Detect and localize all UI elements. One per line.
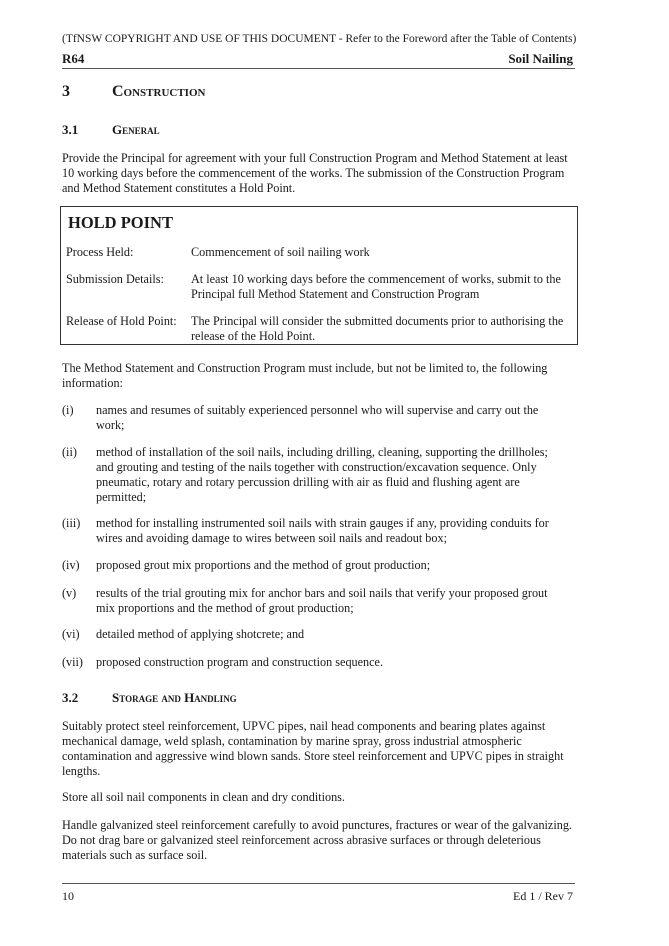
section-3-1-number: 3.1 — [62, 122, 79, 137]
edition-label: Ed 1 / Rev 7 — [513, 889, 573, 903]
list-item-number: (v) — [62, 586, 77, 600]
section-3-2-title: Storage and Handling — [112, 690, 237, 705]
list-item-number: (i) — [62, 403, 74, 417]
document-code: R64 — [62, 51, 85, 66]
section-3-2-number: 3.2 — [62, 690, 79, 705]
list-item-text: proposed construction program and construction sequence. — [96, 655, 384, 669]
list-item-text: names and resumes of suitably experienced personnel who will supervise and carry out the work; — [96, 403, 539, 432]
hold-row-label: Release of Hold Point: — [66, 314, 177, 328]
header-divider — [62, 68, 575, 69]
list-item-text: detailed method of applying shotcrete; and — [96, 627, 305, 641]
hold-row-value: Commencement of soil nailing work — [191, 245, 370, 259]
hold-row-value: The Principal will consider the submitted documents prior to authorising the release of the Hold Point. — [191, 314, 564, 343]
list-item-number: (ii) — [62, 445, 77, 459]
list-item-text: method of installation of the soil nails, including drilling, cleaning, supporting the drillholes; and grouting and testing of the nails together with construction/excavation sequence. Only pneumatic, rotary and rotary percussion drilling with air as fluid and flushing agent are permitted; — [96, 445, 548, 504]
hold-point-box — [60, 206, 578, 345]
list-item-number: (vi) — [62, 627, 80, 641]
section-3-title: Construction — [112, 83, 206, 100]
hold-row-label: Submission Details: — [66, 272, 164, 286]
list-item-text: method for installing instrumented soil nails with strain gauges if any, providing conduits for wires and avoiding damage to wires between soil nails and readout box; — [96, 516, 549, 545]
list-item-number: (iv) — [62, 558, 80, 572]
storage-paragraph: Handle galvanized steel reinforcement carefully to avoid punctures, fractures or wear of the galvanizing. Do not drag bare or galvanized steel reinforcement across abrasive surfaces or through deleterious materials such as surface soil. — [62, 818, 572, 862]
hold-row-value: At least 10 working days before the commencement of works, submit to the Principal full Method Statement and Construction Program — [191, 272, 561, 301]
footer-divider — [62, 883, 575, 884]
copyright-notice: (TfNSW COPYRIGHT AND USE OF THIS DOCUMENT - Refer to the Foreword after the Table of Contents) — [62, 33, 577, 45]
general-intro-paragraph: Provide the Principal for agreement with your full Construction Program and Method Statement at least 10 working days before the commencement of the works. The submission of the Construction Program and Method Statement constitutes a Hold Point. — [62, 151, 568, 195]
section-3-number: 3 — [62, 83, 70, 100]
list-item-text: results of the trial grouting mix for anchor bars and soil nails that verify your proposed grout mix proportions and the method of grout production; — [96, 586, 548, 615]
list-item-number: (iii) — [62, 516, 81, 530]
list-item-number: (vii) — [62, 655, 83, 669]
storage-paragraph: Suitably protect steel reinforcement, UPVC pipes, nail head components and bearing plates against mechanical damage, weld splash, contamination by marine spray, gross industrial atmospheric contamination and aggressive wind blown sands. Store steel reinforcement and UPVC pipes in straight lengths. — [62, 719, 564, 778]
page-number: 10 — [62, 889, 74, 903]
section-3-1-title: General — [112, 122, 160, 137]
list-item-text: proposed grout mix proportions and the method of grout production; — [96, 558, 431, 572]
hold-point-title: HOLD POINT — [68, 213, 173, 232]
method-statement-intro: The Method Statement and Construction Program must include, but not be limited to, the following information: — [62, 361, 548, 390]
storage-paragraph: Store all soil nail components in clean and dry conditions. — [62, 790, 345, 804]
hold-row-label: Process Held: — [66, 245, 134, 259]
document-subject: Soil Nailing — [508, 51, 573, 66]
